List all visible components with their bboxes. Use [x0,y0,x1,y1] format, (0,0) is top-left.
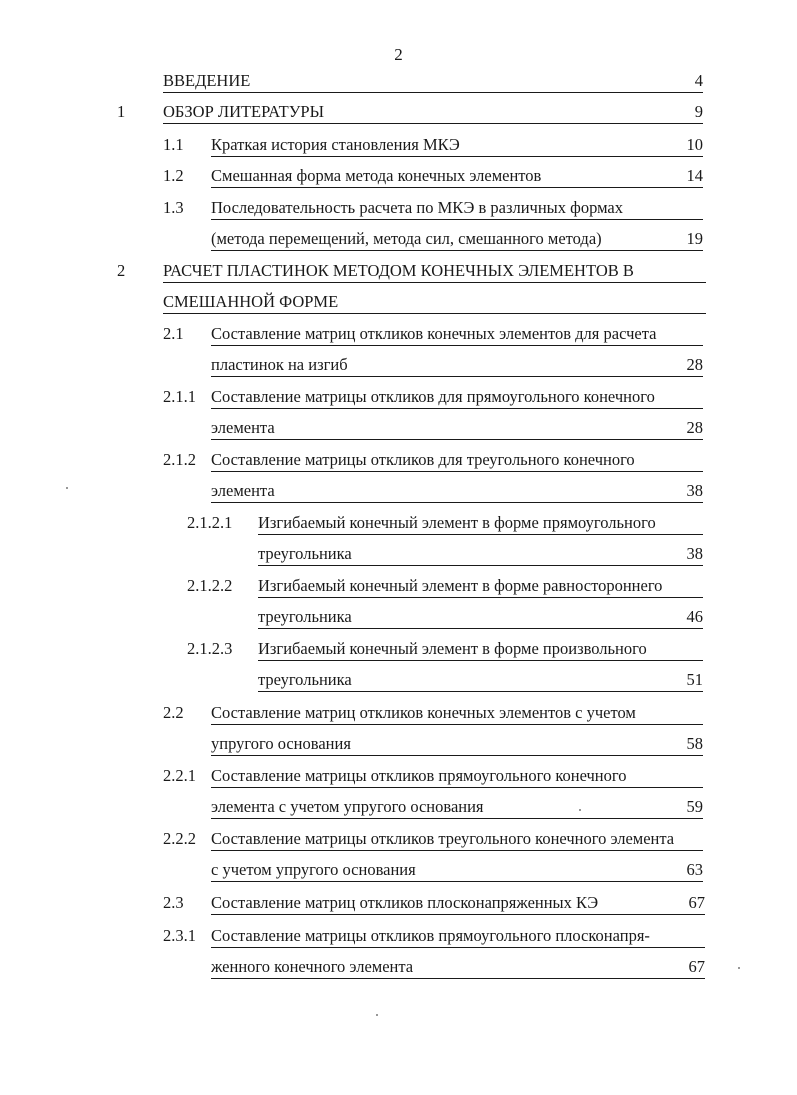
toc-entry-line [211,449,703,472]
toc-entry-title: СМЕШАННОЙ ФОРМЕ [163,292,339,311]
toc-entry-line [211,386,703,409]
toc-entry-page: 4 [694,71,703,90]
toc-entry-number: 2.2.1 [163,766,196,785]
toc-entry-line [211,828,703,851]
toc-entry-line [211,323,703,346]
toc-entry-title: (метода перемещений, метода сил, смешанного метода) [211,229,602,248]
toc-entry-number: 2.1.2.3 [187,639,233,658]
toc-entry-line [258,512,703,535]
toc-entry-page: 67 [688,893,705,912]
toc-entry-number: 2.1.2.1 [187,513,233,532]
toc-entry-title: Изгибаемый конечный элемент в форме произвольного [258,639,647,658]
toc-entry-line [163,291,706,314]
toc-entry-title: элемента [211,418,275,437]
toc-entry-line [211,134,703,157]
scan-speck [66,487,68,489]
scan-speck [579,809,581,811]
toc-entry-line [211,480,703,503]
scan-speck [376,1014,378,1016]
toc-entry-line [163,260,706,283]
toc-entry-page: 59 [686,797,703,816]
toc-entry-page: 63 [686,860,703,879]
toc-entry-title: Составление матрицы откликов прямоугольного плосконапря- [211,926,650,945]
toc-entry-title: Составление матриц откликов конечных элементов с учетом [211,703,636,722]
toc-entry-page: 67 [688,957,705,976]
scan-speck [738,967,740,969]
toc-entry-number: 1.1 [163,135,184,154]
toc-entry-page: 9 [694,102,703,121]
toc-entry-title: треугольника [258,607,352,626]
toc-entry-title: РАСЧЕТ ПЛАСТИНОК МЕТОДОМ КОНЕЧНЫХ ЭЛЕМЕНТОВ В [163,261,634,280]
toc-entry-page: 58 [686,734,703,753]
toc-entry-title: с учетом упругого основания [211,860,416,879]
toc-entry-number: 1.2 [163,166,184,185]
toc-entry-number: 2.1.2.2 [187,576,233,595]
toc-entry-line [211,354,703,377]
toc-entry-number: 2.2 [163,703,184,722]
toc-entry-title: элемента с учетом упругого основания [211,797,484,816]
toc-entry-line [211,228,703,251]
toc-entry-title: ВВЕДЕНИЕ [163,71,251,90]
toc-entry-page: 38 [686,544,703,563]
toc-entry-line [211,702,703,725]
toc-entry-title: женного конечного элемента [211,957,414,976]
toc-entry-page: 38 [686,481,703,500]
toc-entry-title: Составление матрицы откликов для прямоугольного конечного [211,387,655,406]
toc-entry-title: Изгибаемый конечный элемент в форме прямоугольного [258,513,656,532]
toc-entry-title: Смешанная форма метода конечных элементов [211,166,542,185]
toc-entry-number: 2.3.1 [163,926,196,945]
toc-entry-title: Изгибаемый конечный элемент в форме равностороннего [258,576,663,595]
toc-entry-line [211,956,705,979]
toc-entry-line [211,859,703,882]
toc-entry-title: Составление матриц откликов плосконапряженных КЭ [211,893,599,912]
toc-entry-page: 28 [686,418,703,437]
toc-entry-title: Составление матрицы откликов треугольного конечного элемента [211,829,675,848]
toc-entry-title: треугольника [258,670,352,689]
toc-entry-title: треугольника [258,544,352,563]
toc-entry-title: упругого основания [211,734,351,753]
toc-entry-line [211,892,705,915]
toc-entry-line [211,417,703,440]
toc-entry-number: 1 [117,102,126,121]
toc-entry-line [211,765,703,788]
toc-entry-line [258,638,703,661]
toc-entry-line [258,606,703,629]
toc-entry-title: Составление матрицы откликов прямоугольного конечного [211,766,627,785]
toc-entry-number: 1.3 [163,198,184,217]
toc-entry-title: ОБЗОР ЛИТЕРАТУРЫ [163,102,324,121]
toc-entry-title: пластинок на изгиб [211,355,348,374]
toc-entry-line [211,197,703,220]
toc-entry-line [211,733,703,756]
toc-entry-line [258,669,703,692]
toc-entry-page: 51 [686,670,703,689]
toc-entry-line [258,575,703,598]
toc-entry-line [211,796,703,819]
toc-entry-number: 2.1 [163,324,184,343]
toc-entry-line [258,543,703,566]
toc-entry-number: 2.2.2 [163,829,196,848]
toc-entry-page: 10 [686,135,703,154]
toc-entry-number: 2.1.1 [163,387,196,406]
toc-entry-page: 14 [686,166,703,185]
toc-entry-title: Краткая история становления МКЭ [211,135,460,154]
toc-entry-number: 2.1.2 [163,450,196,469]
toc-entry-title: Последовательность расчета по МКЭ в различных формах [211,198,623,217]
toc-entry-page: 19 [686,229,703,248]
toc-entry-title: Составление матрицы откликов для треугольного конечного [211,450,635,469]
toc-entry-line [211,165,703,188]
toc-entry-title: элемента [211,481,275,500]
page-number: 2 [394,45,403,64]
toc-entry-title: Составление матриц откликов конечных элементов для расчета [211,324,657,343]
toc-entry-line [163,101,703,124]
toc-entry-page: 46 [686,607,703,626]
toc-entry-line [163,70,703,93]
toc-entry-number: 2.3 [163,893,184,912]
toc-entry-line [211,925,705,948]
toc-entry-page: 28 [686,355,703,374]
toc-entry-number: 2 [117,261,126,280]
